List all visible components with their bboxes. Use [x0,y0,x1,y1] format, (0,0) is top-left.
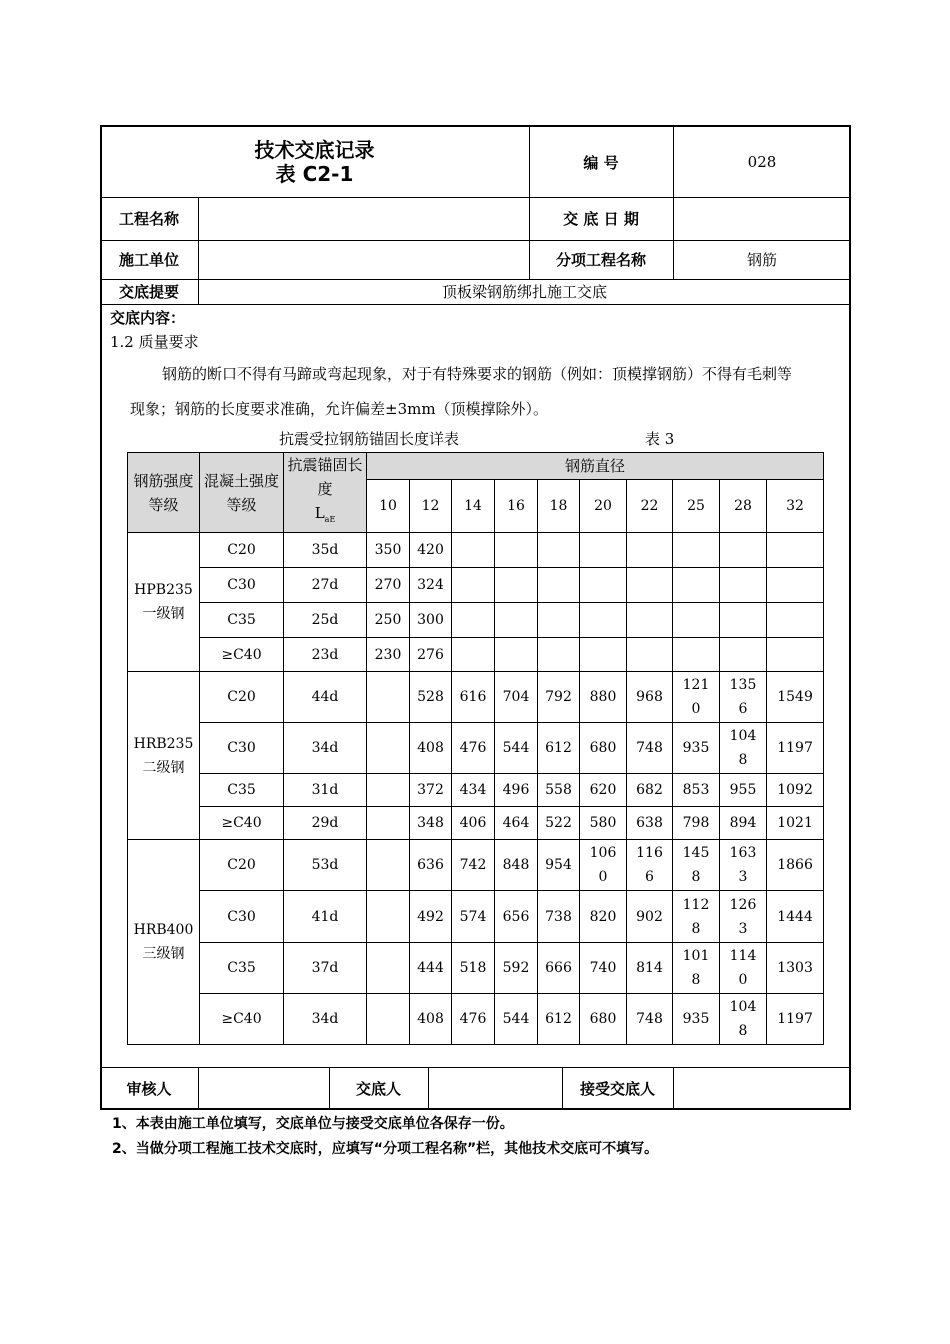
length-value-cell: 848 [495,840,538,891]
footnote-1: 1、本表由施工单位填写，交底单位与接受交底单位各保存一份。 [112,1116,514,1132]
grade-name: 二级钢 [142,759,185,776]
date-label: 交 底 日 期 [563,210,639,228]
footnote-2: 2、当做分项工程施工技术交底时，应填写“分项工程名称”栏，其他技术交底可不填写。 [112,1141,659,1157]
length-value-cell: 1197 [767,994,824,1045]
anchor-length-cell: 29d [284,807,367,840]
table-row [128,638,824,672]
anchor-symbol: L [314,504,325,522]
length-value-cell [367,723,410,774]
col-header-anchor-text: 抗震锚固长度 [287,456,363,498]
anchor-length-cell: 25d [284,603,367,638]
length-value-cell: 1048 [720,994,767,1045]
length-value-cell: 680 [580,723,627,774]
length-value-cell [673,568,720,603]
length-value-cell: 612 [538,723,580,774]
length-value-cell: 580 [580,807,627,840]
length-value-cell [673,638,720,672]
table-row [128,891,824,943]
concrete-grade-cell: C20 [200,840,284,891]
form-title-line1: 技术交底记录 [254,138,375,162]
anchor-length-cell: 37d [284,943,367,994]
length-value-cell: 616 [452,672,495,723]
length-value-cell: 324 [410,568,452,603]
concrete-grade-cell: C35 [200,943,284,994]
length-value-cell: 372 [410,774,452,807]
length-value-cell: 814 [627,943,673,994]
length-value-cell: 348 [410,807,452,840]
length-value-cell: 902 [627,891,673,943]
grade-code: HPB235 [134,582,193,598]
concrete-grade-cell: ≥C40 [200,994,284,1045]
length-value-cell [627,603,673,638]
receiver-label: 接受交底人 [579,1080,655,1098]
length-value-cell: 792 [538,672,580,723]
concrete-grade-cell: C20 [200,672,284,723]
length-value-cell [720,568,767,603]
concrete-grade-cell: C20 [200,533,284,568]
length-value-cell [495,603,538,638]
reviewer-label: 审核人 [126,1080,172,1098]
length-value-cell [367,891,410,943]
length-value-cell: 1140 [720,943,767,994]
length-value-cell [538,638,580,672]
length-value-cell: 476 [452,994,495,1045]
length-value-cell [367,807,410,840]
length-value-cell [495,638,538,672]
length-value-cell [673,603,720,638]
subproject-label: 分项工程名称 [555,251,646,269]
length-value-cell: 935 [673,994,720,1045]
length-value-cell: 1303 [767,943,824,994]
length-value-cell [367,840,410,891]
length-value-cell [367,774,410,807]
content-label: 交底内容： [110,309,186,327]
length-value-cell: 544 [495,723,538,774]
length-value-cell: 1166 [627,840,673,891]
concrete-grade-cell: ≥C40 [200,807,284,840]
length-value-cell: 250 [367,603,410,638]
anchor-length-cell: 31d [284,774,367,807]
col-header-anchor [284,453,367,533]
length-value-cell [767,568,824,603]
length-value-cell [452,638,495,672]
anchor-length-cell: 34d [284,723,367,774]
col-header-diameter: 钢筋直径 [367,453,824,480]
length-value-cell: 1549 [767,672,824,723]
summary-label: 交底提要 [118,283,179,301]
length-value-cell [720,533,767,568]
length-value-cell [767,603,824,638]
length-value-cell: 270 [367,568,410,603]
length-value-cell [452,568,495,603]
length-value-cell: 935 [673,723,720,774]
length-value-cell [767,638,824,672]
construction-unit-value[interactable] [198,240,529,279]
number-label: 编 号 [583,153,619,172]
length-value-cell: 704 [495,672,538,723]
length-value-cell: 1021 [767,807,824,840]
length-value-cell: 522 [538,807,580,840]
length-value-cell: 496 [495,774,538,807]
anchor-length-cell: 44d [284,672,367,723]
length-value-cell [627,638,673,672]
length-value-cell: 276 [410,638,452,672]
length-value-cell: 300 [410,603,452,638]
length-value-cell: 1210 [673,672,720,723]
date-value[interactable] [673,197,851,240]
length-value-cell: 444 [410,943,452,994]
presenter-label: 交底人 [355,1080,401,1098]
table-row [128,568,824,603]
anchorage-length-table [127,452,824,1045]
form-title [100,127,529,197]
length-value-cell: 740 [580,943,627,994]
length-value-cell: 680 [580,994,627,1045]
table-row [128,774,824,807]
table-row [128,943,824,994]
length-value-cell: 350 [367,533,410,568]
length-value-cell: 544 [495,994,538,1045]
length-value-cell: 230 [367,638,410,672]
length-value-cell: 1128 [673,891,720,943]
anchor-length-cell: 53d [284,840,367,891]
concrete-grade-cell: C30 [200,568,284,603]
diameter-header: 20 [580,480,627,533]
length-value-cell: 1092 [767,774,824,807]
length-value-cell [720,638,767,672]
grade-cell [128,840,200,1045]
grade-cell [128,672,200,840]
length-value-cell: 1633 [720,840,767,891]
diameter-header: 16 [495,480,538,533]
length-value-cell: 968 [627,672,673,723]
length-value-cell: 558 [538,774,580,807]
length-value-cell: 620 [580,774,627,807]
length-value-cell: 434 [452,774,495,807]
anchor-length-cell: 41d [284,891,367,943]
length-value-cell: 798 [673,807,720,840]
length-value-cell: 476 [452,723,495,774]
length-value-cell: 1048 [720,723,767,774]
concrete-grade-cell: C30 [200,891,284,943]
paragraph-line2: 现象；钢筋的长度要求准确，允许偏差±3mm（顶模撑除外）。 [130,400,549,418]
col-header-concrete: 混凝土强度等级 [200,453,284,533]
grade-name: 一级钢 [142,606,185,622]
length-value-cell: 656 [495,891,538,943]
anchor-length-cell: 23d [284,638,367,672]
length-value-cell [495,568,538,603]
diameter-header: 14 [452,480,495,533]
length-value-cell: 420 [410,533,452,568]
length-value-cell: 638 [627,807,673,840]
anchor-length-cell: 35d [284,533,367,568]
length-value-cell [720,603,767,638]
concrete-grade-cell: C30 [200,723,284,774]
table-row [128,533,824,568]
diameter-header: 18 [538,480,580,533]
concrete-grade-cell: ≥C40 [200,638,284,672]
length-value-cell: 1197 [767,723,824,774]
length-value-cell: 636 [410,840,452,891]
length-value-cell: 1263 [720,891,767,943]
diameter-header: 28 [720,480,767,533]
length-value-cell: 406 [452,807,495,840]
length-value-cell [580,603,627,638]
length-value-cell: 1866 [767,840,824,891]
length-value-cell [627,533,673,568]
grade-cell [128,533,200,672]
project-name-label: 工程名称 [118,210,179,228]
length-value-cell [452,533,495,568]
length-value-cell: 464 [495,807,538,840]
length-value-cell [580,568,627,603]
project-name-value[interactable] [198,197,529,240]
form-title-line2: 表 C2-1 [275,162,354,186]
length-value-cell [538,533,580,568]
length-value-cell: 518 [452,943,495,994]
col-header-anchor-symbol [284,501,366,532]
number-value: 028 [747,153,777,171]
length-value-cell: 955 [720,774,767,807]
length-value-cell: 748 [627,723,673,774]
grade-name: 三级钢 [142,946,185,962]
length-value-cell [367,672,410,723]
length-value-cell [367,994,410,1045]
length-value-cell: 954 [538,840,580,891]
length-value-cell: 1444 [767,891,824,943]
length-value-cell: 748 [627,994,673,1045]
length-value-cell: 682 [627,774,673,807]
diameter-header: 22 [627,480,673,533]
diameter-header: 10 [367,480,410,533]
table-row [128,603,824,638]
length-value-cell: 1018 [673,943,720,994]
length-value-cell: 612 [538,994,580,1045]
reviewer-value[interactable] [198,1067,329,1110]
subproject-value: 钢筋 [746,251,777,269]
length-value-cell [767,533,824,568]
length-value-cell [627,568,673,603]
diameter-header: 25 [673,480,720,533]
concrete-grade-cell: C35 [200,603,284,638]
construction-unit-label: 施工单位 [118,251,179,269]
length-value-cell: 666 [538,943,580,994]
presenter-value[interactable] [428,1067,562,1110]
anchor-length-cell: 27d [284,568,367,603]
length-value-cell: 1060 [580,840,627,891]
length-value-cell: 1356 [720,672,767,723]
table-row [128,840,824,891]
section-heading: 1.2 质量要求 [110,333,199,351]
length-value-cell: 742 [452,840,495,891]
paragraph-line1: 钢筋的断口不得有马蹄或弯起现象，对于有特殊要求的钢筋（例如：顶模撑钢筋）不得有毛刺等 [162,365,793,383]
receiver-value[interactable] [673,1067,851,1110]
length-value-cell: 408 [410,994,452,1045]
length-value-cell [580,638,627,672]
summary-value: 顶板梁钢筋绑扎施工交底 [441,283,607,301]
length-value-cell [538,568,580,603]
length-value-cell [673,533,720,568]
length-value-cell: 1458 [673,840,720,891]
table-caption: 抗震受拉钢筋锚固长度详表 [279,430,460,448]
table-row [128,994,824,1045]
length-value-cell [367,943,410,994]
length-value-cell [538,603,580,638]
length-value-cell [495,533,538,568]
length-value-cell: 820 [580,891,627,943]
diameter-header: 12 [410,480,452,533]
length-value-cell: 894 [720,807,767,840]
table-row [128,807,824,840]
length-value-cell: 492 [410,891,452,943]
grade-code: HRB400 [133,922,194,938]
length-value-cell: 880 [580,672,627,723]
length-value-cell: 738 [538,891,580,943]
diameter-header: 32 [767,480,824,533]
length-value-cell [580,533,627,568]
table-row [128,723,824,774]
grade-code: HRB235 [133,735,194,752]
anchor-subscript: aE [324,515,336,524]
table-number: 表 3 [645,430,675,448]
length-value-cell: 853 [673,774,720,807]
table-row [128,672,824,723]
length-value-cell: 528 [410,672,452,723]
length-value-cell: 408 [410,723,452,774]
anchor-length-cell: 34d [284,994,367,1045]
length-value-cell [452,603,495,638]
length-value-cell: 592 [495,943,538,994]
concrete-grade-cell: C35 [200,774,284,807]
length-value-cell: 574 [452,891,495,943]
col-header-grade: 钢筋强度等级 [128,453,200,533]
